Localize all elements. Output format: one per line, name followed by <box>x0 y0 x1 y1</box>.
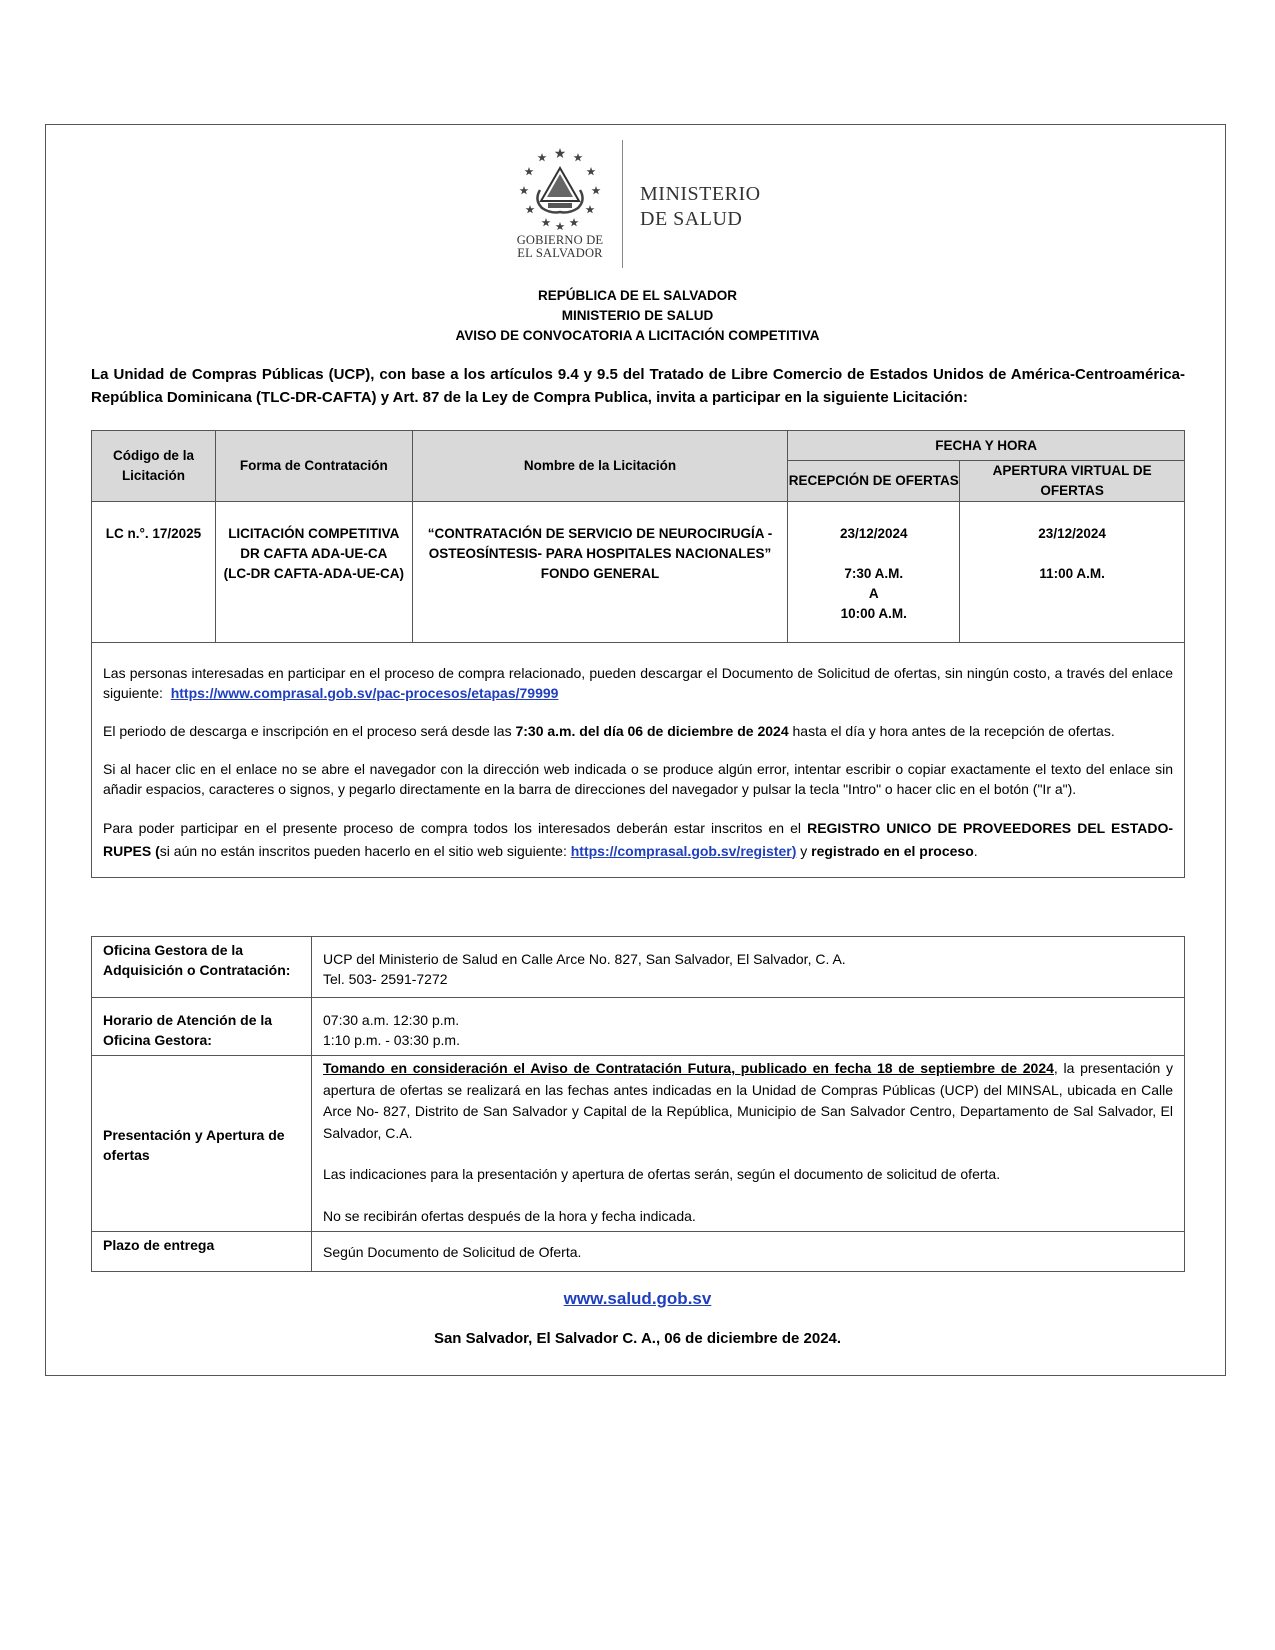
col-header-apertura: APERTURA VIRTUAL DE OFERTAS <box>960 461 1185 502</box>
col-header-forma: Forma de Contratación <box>215 431 412 502</box>
comprasal-register-link[interactable]: https://comprasal.gob.sv/register <box>570 843 792 859</box>
col-header-recepcion: RECEPCIÓN DE OFERTAS <box>788 461 960 502</box>
footer-date: San Salvador, El Salvador C. A., 06 de diciembre de 2024. <box>433 1330 842 1347</box>
website-link[interactable]: www.salud.gob.sv <box>563 1289 712 1308</box>
plazo-value: Según Documento de Solicitud de Oferta. <box>312 1232 1185 1272</box>
header-republica: REPÚBLICA DE EL SALVADOR <box>537 288 737 303</box>
logo-divider <box>622 140 623 268</box>
table-row <box>92 998 1185 1056</box>
gobierno-wordmark: GOBIERNO DE EL SALVADOR <box>516 233 604 260</box>
col-header-fecha-hora: FECHA Y HORA <box>788 431 1185 461</box>
horario-label: Horario de Atención de la Oficina Gestora: <box>92 998 312 1056</box>
table-row <box>92 1056 1185 1232</box>
oficina-value: UCP del Ministerio de Salud en Calle Arce No. 827, San Salvador, El Salvador, C. A. Tel. 503- 2591-7272 <box>312 937 1185 998</box>
col-header-nombre: Nombre de la Licitación <box>412 431 788 502</box>
notes-cell <box>92 643 1185 878</box>
ministerio-logo <box>510 140 790 270</box>
header-aviso: AVISO DE CONVOCATORIA A LICITACIÓN COMPETITIVA <box>455 328 820 343</box>
coat-of-arms-icon <box>518 146 602 230</box>
col-header-codigo: Código de la Licitación <box>92 431 216 502</box>
notes-download: Las personas interesadas en participar en el proceso de compra relacionado, pueden descargar el Documento de Solicitud de ofertas, sin ningún costo, a través del enlace siguiente: https://www.comprasal.gob.sv/pac-procesos/etapas/79999 <box>103 665 1173 701</box>
info-table <box>91 936 1185 1272</box>
intro-paragraph: La Unidad de Compras Públicas (UCP), con base a los artículos 9.4 y 9.5 del Tratado de Libre Comercio de Estados Unidos de América-Centroamérica-República Dominicana (TLC-DR-CAFTA) y Art. 87 de la Ley de Compra Publica, invita a participar en la siguiente Licitación: <box>91 366 1185 406</box>
header-ministerio: MINISTERIO DE SALUD <box>561 308 714 323</box>
table-row <box>92 1232 1185 1272</box>
notes-instructions: Si al hacer clic en el enlace no se abre el navegador con la dirección web indicada o se produce algún error, intentar escribir o copiar exactamente el texto del enlace sin añadir espacios, caracteres o signos, y pegarlo directamente en la barra de direcciones del navegador y pulsar la tecla "Intro" o hacer clic en el botón ("Ir a"). <box>103 761 1173 797</box>
notes-registro: Para poder participar en el presente proceso de compra todos los interesados deberán estar inscritos en el REGISTRO UNICO DE PROVEEDORES DEL ESTADO-RUPES (si aún no están inscritos pueden hacerlo en el sitio web siguiente: https://comprasal.gob.sv/register) y registrado en el proceso. <box>103 820 1173 859</box>
codigo-cell: LC n.°. 17/2025 <box>92 502 216 643</box>
apertura-cell: 23/12/2024 11:00 A.M. <box>960 502 1185 643</box>
horario-value: 07:30 a.m. 12:30 p.m. 1:10 p.m. - 03:30 p.m. <box>312 998 1185 1056</box>
nombre-cell: “CONTRATACIÓN DE SERVICIO DE NEUROCIRUGÍA - OSTEOSÍNTESIS- PARA HOSPITALES NACIONALES” FONDO GENERAL <box>412 502 788 643</box>
recepcion-cell: 23/12/2024 7:30 A.M. A 10:00 A.M. <box>788 502 960 643</box>
table-row <box>92 502 1185 643</box>
comprasal-procesos-link[interactable]: https://www.comprasal.gob.sv/pac-procesos/etapas/79999 <box>170 685 559 701</box>
presentacion-value: Tomando en consideración el Aviso de Contratación Futura, publicado en fecha 18 de septiembre de 2024, la presentación y apertura de ofertas se realizará en las fechas antes indicadas en la Unidad de Compras Públicas (UCP) del MINSAL, ubicada en Calle Arce No- 827, Distrito de San Salvador y Capital de la República, Municipio de San Salvador Centro, Departamento de Sal Salvador, El Salvador, C.A. Las indicaciones para la presentación y apertura de ofertas serán, según el documento de solicitud de oferta. No se recibirán ofertas después de la hora y fecha indicada. <box>312 1056 1185 1232</box>
ministerio-wordmark: MINISTERIO DE SALUD <box>640 183 761 230</box>
plazo-label: Plazo de entrega <box>92 1232 312 1272</box>
website-link-wrapper <box>0 1289 1275 1309</box>
table-row <box>92 937 1185 998</box>
oficina-label: Oficina Gestora de la Adquisición o Contratación: <box>92 937 312 998</box>
forma-cell: LICITACIÓN COMPETITIVA DR CAFTA ADA-UE-CA (LC-DR CAFTA-ADA-UE-CA) <box>215 502 412 643</box>
notes-period: El periodo de descarga e inscripción en el proceso será desde las 7:30 a.m. del día 06 de diciembre de 2024 hasta el día y hora antes de la recepción de ofertas. <box>103 723 1115 739</box>
presentacion-label: Presentación y Apertura de ofertas <box>92 1056 312 1232</box>
licitacion-table <box>91 430 1185 878</box>
